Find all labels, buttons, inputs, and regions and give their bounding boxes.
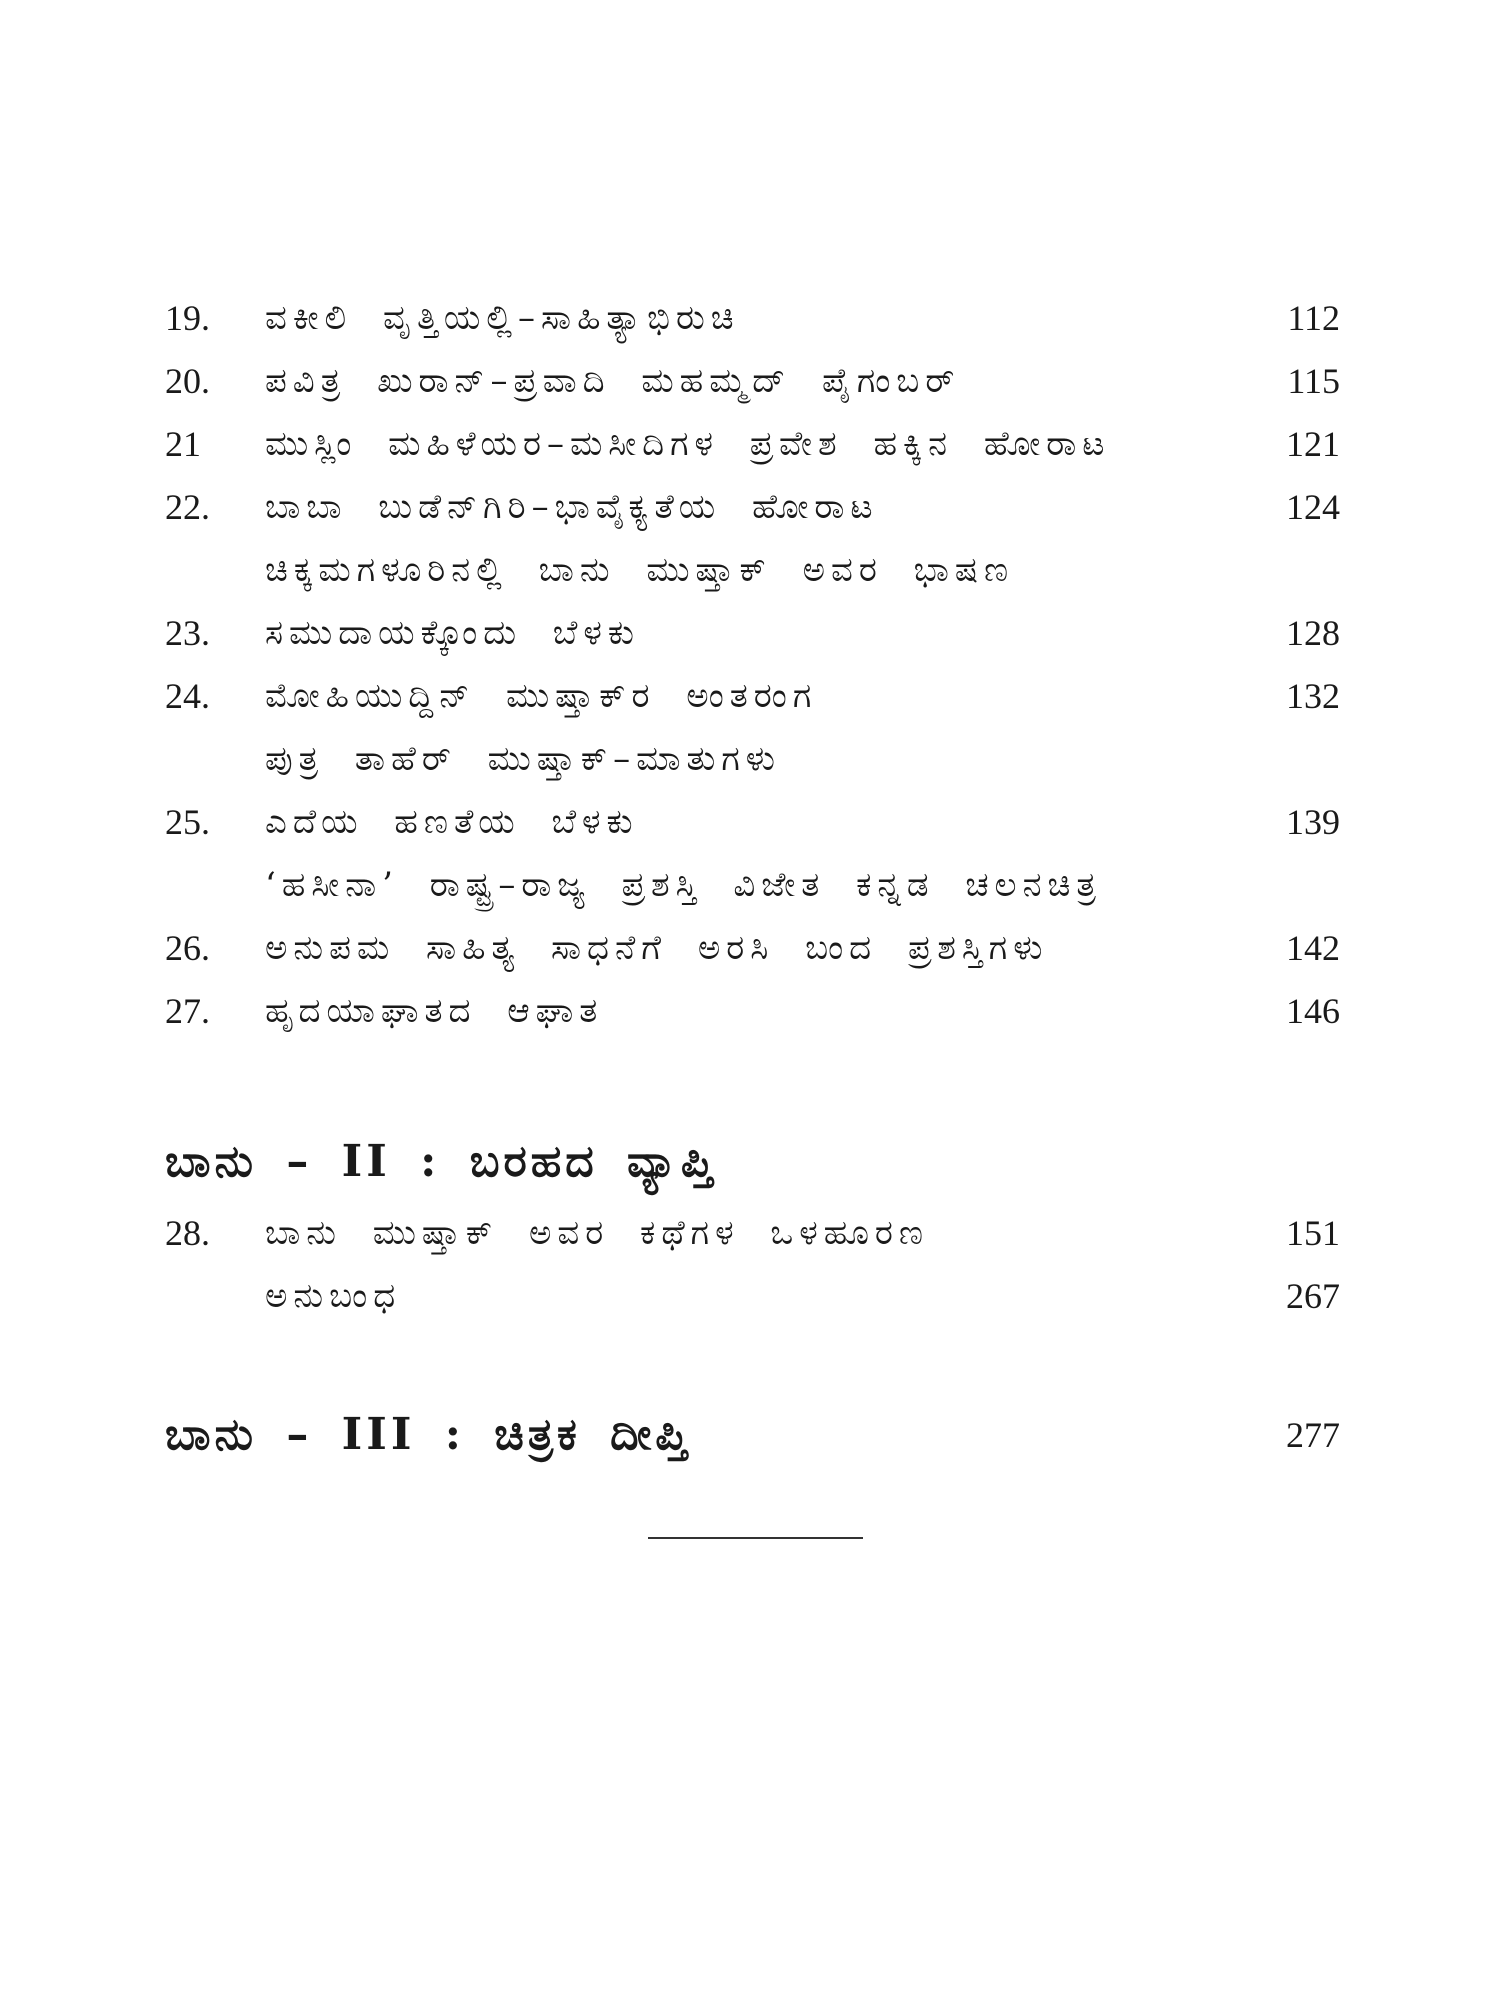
- entry-page-number: 128: [1286, 613, 1340, 653]
- entry-number: 19.: [165, 298, 210, 338]
- toc-entry-24: [0, 666, 1500, 726]
- entry-subtitle: ಪುತ್ರ ತಾಹೆರ್ ಮುಷ್ತಾಕ್–ಮಾತುಗಳು: [265, 739, 781, 779]
- section-heading-part-3: ಬಾನು – III : ಚಿತ್ರಕ ದೀಪ್ತಿ: [165, 1409, 692, 1460]
- entry-number: 23.: [165, 613, 210, 653]
- entry-title: ವಕೀಲಿ ವೃತ್ತಿಯಲ್ಲಿ–ಸಾಹಿತ್ಯಾಭಿರುಚಿ: [265, 298, 740, 338]
- toc-entry-26: [0, 918, 1500, 978]
- toc-entry-24-subtitle: [0, 729, 1500, 789]
- entry-number: 26.: [165, 928, 210, 968]
- entry-page-number: 142: [1286, 928, 1340, 968]
- entry-page-number: 139: [1286, 802, 1340, 842]
- entry-title: ಎದೆಯ ಹಣತೆಯ ಬೆಳಕು: [265, 802, 639, 842]
- entry-page-number: 267: [1286, 1276, 1340, 1316]
- entry-number: 20.: [165, 361, 210, 401]
- entry-subtitle: ಚಿಕ್ಕಮಗಳೂರಿನಲ್ಲಿ ಬಾನು ಮುಷ್ತಾಕ್ ಅವರ ಭಾಷಣ: [265, 550, 1015, 590]
- entry-number: 21: [165, 424, 201, 464]
- toc-entry-22: [0, 477, 1500, 537]
- entry-number: 25.: [165, 802, 210, 842]
- entry-page-number: 132: [1286, 676, 1340, 716]
- entry-page-number: 151: [1286, 1213, 1340, 1253]
- entry-number: 28.: [165, 1213, 210, 1253]
- entry-number: 24.: [165, 676, 210, 716]
- entry-title: ಅನುಬಂಧ: [265, 1276, 402, 1316]
- entry-title: ಮೋಹಿಯುದ್ದಿನ್ ಮುಷ್ತಾಕ್‌ರ ಅಂತರಂಗ: [265, 676, 818, 716]
- entry-title: ಹೃದಯಾಘಾತದ ಆಘಾತ: [265, 991, 604, 1031]
- entry-title: ಮುಸ್ಲಿಂ ಮಹಿಳೆಯರ–ಮಸೀದಿಗಳ ಪ್ರವೇಶ ಹಕ್ಕಿನ ಹೋರಾಟ: [265, 424, 1111, 464]
- entry-title: ಬಾನು ಮುಷ್ತಾಕ್ ಅವರ ಕಥೆಗಳ ಒಳಹೂರಣ: [265, 1213, 929, 1253]
- entry-subtitle: ‘ಹಸೀನಾ’ ರಾಷ್ಟ್ರ–ರಾಜ್ಯ ಪ್ರಶಸ್ತಿ ವಿಜೇತ ಕನ್ನಡ ಚಲನಚಿತ್ರ: [265, 865, 1102, 905]
- entry-page-number: 146: [1286, 991, 1340, 1031]
- entry-page-number: 112: [1287, 298, 1340, 338]
- toc-entry-21: [0, 414, 1500, 474]
- toc-entry-appendix: [0, 1266, 1500, 1326]
- section-page-number: 277: [1286, 1415, 1340, 1455]
- end-divider: [648, 1537, 863, 1539]
- toc-entry-25: [0, 792, 1500, 852]
- entry-page-number: 124: [1286, 487, 1340, 527]
- toc-entry-27: [0, 981, 1500, 1041]
- toc-entry-22-subtitle: [0, 540, 1500, 600]
- entry-title: ಅನುಪಮ ಸಾಹಿತ್ಯ ಸಾಧನೆಗೆ ಅರಸಿ ಬಂದ ಪ್ರಶಸ್ತಿಗಳು: [265, 928, 1049, 968]
- entry-number: 22.: [165, 487, 210, 527]
- entry-page-number: 115: [1287, 361, 1340, 401]
- entry-page-number: 121: [1286, 424, 1340, 464]
- entry-title: ಸಮುದಾಯಕ್ಕೊಂದು ಬೆಳಕು: [265, 613, 640, 653]
- toc-entry-20: [0, 351, 1500, 411]
- section-heading-part-2: ಬಾನು – II : ಬರಹದ ವ್ಯಾಪ್ತಿ: [165, 1136, 717, 1187]
- entry-title: ಬಾಬಾ ಬುಡೆನ್‌ಗಿರಿ–ಭಾವೈಕ್ಯತೆಯ ಹೋರಾಟ: [265, 487, 879, 527]
- entry-title: ಪವಿತ್ರ ಖುರಾನ್–ಪ್ರವಾದಿ ಮಹಮ್ಮದ್ ಪೈಗಂಬರ್: [265, 361, 961, 401]
- toc-entry-23: [0, 603, 1500, 663]
- toc-entry-28: [0, 1203, 1500, 1263]
- entry-number: 27.: [165, 991, 210, 1031]
- toc-entry-19: [0, 288, 1500, 348]
- toc-entry-25-subtitle: [0, 855, 1500, 915]
